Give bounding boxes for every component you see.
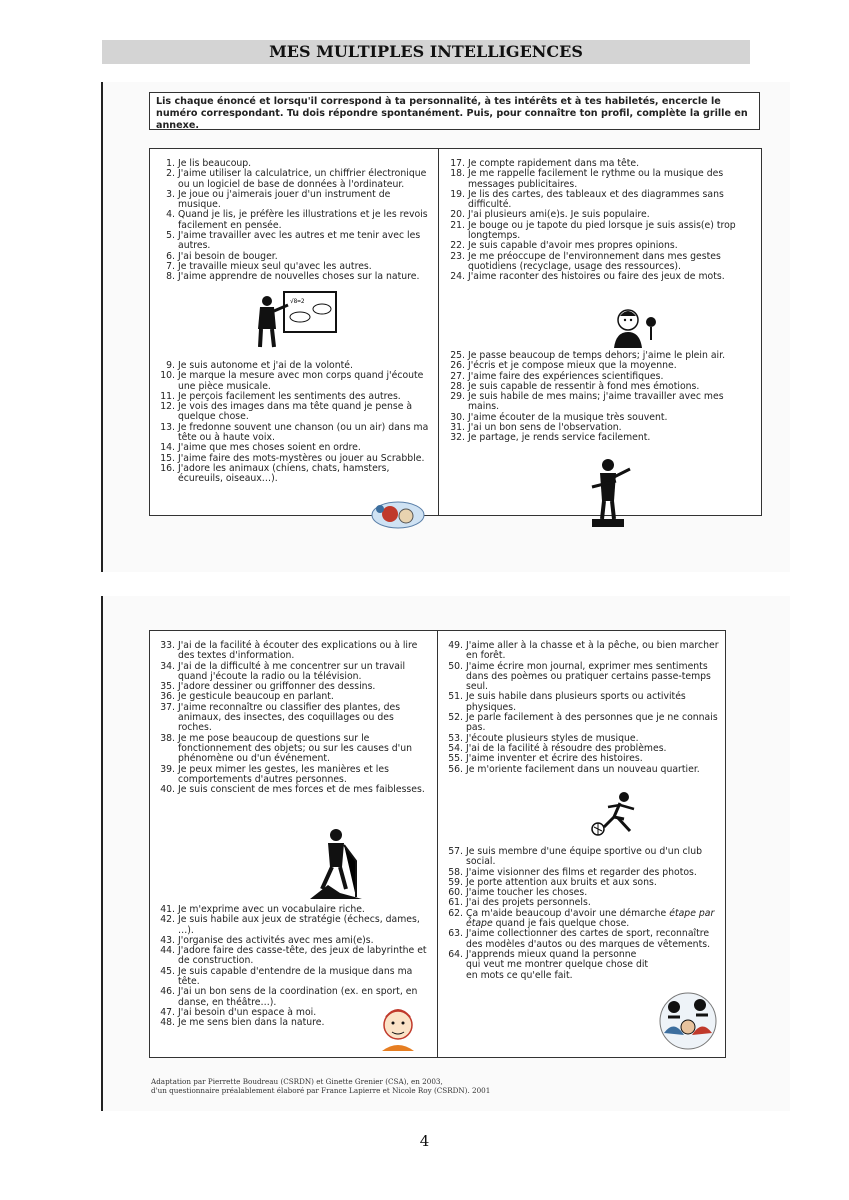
list-item: 59. Je porte attention aux bruits et aux sons. <box>448 876 657 888</box>
list-item: 3. Je joue ou j'aimerais jouer d'un instrument de musique. <box>166 188 391 211</box>
svg-text:√8=2: √8=2 <box>290 298 305 305</box>
list-item: 24. J'aime raconter des histoires ou faire des jeux de mots. <box>450 271 725 283</box>
list-item: 43. J'organise des activités avec mes ami(e)s. <box>160 934 374 946</box>
list-item: 48. Je me sens bien dans la nature. <box>160 1017 325 1029</box>
man-at-chalkboard-illustration <box>250 289 340 349</box>
list-item: 33. J'ai de la facilité à écouter des explications ou à lire des textes d'information. <box>160 640 418 662</box>
list-item: 35. J'adore dessiner ou griffonner des dessins. <box>160 681 376 693</box>
list-item: 53. J'écoute plusieurs styles de musique. <box>448 732 639 744</box>
hiker-silhouette-illustration <box>308 827 364 901</box>
list-item: 6. J'ai besoin de bouger. <box>166 250 278 262</box>
list-item: 62. Ça m'aide beaucoup d'avoir une démarche étape par étape quand je fais quelque chose. <box>448 907 715 930</box>
list-item: 32. Je partage, je rends service facilement. <box>450 432 651 444</box>
list-item: 50. J'aime écrire mon journal, exprimer mes sentiments dans des poèmes ou pratiquer certains passe-temps seul. <box>448 660 711 693</box>
list-item: 47. J'ai besoin d'un espace à moi. <box>160 1006 317 1018</box>
list-item: 58. J'aime visionner des films et regarder des photos. <box>448 866 697 878</box>
list-item: 13. Je fredonne souvent une chanson (ou un air) dans ma tête ou à haute voix. <box>160 421 429 444</box>
statements-grid-2 <box>149 630 726 1058</box>
list-item: 14. J'aime que mes choses soient en ordre. <box>160 442 361 454</box>
list-item: 38. Je me pose beaucoup de questions sur le fonctionnement des objets; ou sur les causes d'un phénomène ou d'un événement. <box>160 732 412 765</box>
list-item: 25. Je passe beaucoup de temps dehors; j'aime le plein air. <box>450 350 726 361</box>
source-credit-line-2: d'un questionnaire préalablement élaboré par France Lapierre et Nicole Roy (CSRDN). 2001 <box>151 1086 491 1095</box>
statements-57-64 <box>446 847 719 981</box>
list-item: 22. Je suis capable d'avoir mes propres opinions. <box>450 240 678 252</box>
list-item: 54. J'ai de la facilité à résoudre des problèmes. <box>448 742 667 754</box>
list-item: 18. Je me rappelle facilement le rythme ou la musique des messages publicitaires. <box>450 168 724 190</box>
list-item: 40. Je suis conscient de mes forces et de mes faiblesses. <box>160 784 425 796</box>
list-item: 31. J'ai un bon sens de l'observation. <box>450 422 622 434</box>
list-item: 19. Je lis des cartes, des tableaux et des diagrammes sans difficulté. <box>450 188 724 211</box>
statements-33-40 <box>158 641 430 795</box>
list-item: 37. J'aime reconnaître ou classifier des plantes, des animaux, des insectes, des coquillages ou des roches. <box>160 701 401 734</box>
list-item: 7. Je travaille mieux seul qu'avec les autres. <box>166 260 372 272</box>
column-divider <box>438 149 439 515</box>
list-item: 16. J'adore les animaux (chiens, chats, hamsters, écureuils, oiseaux…). <box>160 462 390 485</box>
list-item: 39. Je peux mimer les gestes, les manières et les comportements d'autres personnes. <box>160 763 389 785</box>
pets-illustration <box>368 497 432 531</box>
source-credit-line-1: Adaptation par Pierrette Boudreau (CSRDN) et Ginette Grenier (CSA), en 2003, <box>151 1077 443 1086</box>
list-item: 21. Je bouge ou je tapote du pied lorsque je suis assis(e) trop longtemps. <box>450 219 736 242</box>
page-title: MES MULTIPLES INTELLIGENCES <box>102 40 750 64</box>
list-item: 2. J'aime utiliser la calculatrice, un chiffrier électronique ou un logiciel de base de données à l'ordinateur. <box>166 168 427 190</box>
list-item: 36. Je gesticule beaucoup en parlant. <box>160 691 334 703</box>
list-item: 34. J'ai de la difficulté à me concentrer sur un travail quand j'écoute la radio ou la télévision. <box>160 660 406 682</box>
scanned-page-top <box>101 82 790 572</box>
list-item: 42. Je suis habile aux jeux de stratégie (échecs, dames, …). <box>160 914 420 936</box>
violinist-silhouette-illustration <box>578 457 638 529</box>
statements-49-56 <box>446 641 719 775</box>
list-item: 63. J'aime collectionner des cartes de sport, reconnaître des modèles d'autos ou des marques de vêtements. <box>448 928 711 950</box>
column-divider <box>437 631 438 1057</box>
statements-9-16 <box>158 361 430 485</box>
list-item: 11. Je perçois facilement les sentiments des autres. <box>160 390 401 402</box>
list-item: 52. Je parle facilement à des personnes que je ne connais pas. <box>448 712 718 734</box>
list-item: 28. Je suis capable de ressentir à fond mes émotions. <box>450 380 700 392</box>
list-item: 55. J'aime inventer et écrire des histoires. <box>448 753 643 765</box>
list-item: 20. J'ai plusieurs ami(e)s. Je suis populaire. <box>450 209 650 221</box>
list-item: 45. Je suis capable d'entendre de la musique dans ma tête. <box>160 965 413 988</box>
list-item: 10. Je marque la mesure avec mon corps quand j'écoute une pièce musicale. <box>160 370 424 392</box>
speaker-with-microphone-illustration <box>606 304 662 348</box>
page-number: 4 <box>419 1132 430 1150</box>
list-item: 9. Je suis autonome et j'ai de la volonté. <box>166 360 353 371</box>
list-item: 41. Je m'exprime avec un vocabulaire riche. <box>160 904 365 915</box>
list-item: 17. Je compte rapidement dans ma tête. <box>450 158 640 169</box>
list-item: 64. J'apprends mieux quand la personne qui veut me montrer quelque chose dit en mots ce qu'elle fait. <box>448 948 649 981</box>
statements-25-32 <box>448 351 755 444</box>
thinking-person-illustration <box>374 1003 422 1051</box>
list-item: 12. Je vois des images dans ma tête quand je pense à quelque chose. <box>160 401 413 423</box>
list-item: 4. Quand je lis, je préfère les illustrations et je les revois facilement en pensée. <box>166 209 428 231</box>
runner-with-ball-illustration <box>590 791 646 837</box>
list-item: 60. J'aime toucher les choses. <box>448 887 588 899</box>
list-item: 56. Je m'oriente facilement dans un nouveau quartier. <box>448 763 700 775</box>
list-item: 51. Je suis habile dans plusieurs sports ou activités physiques. <box>448 691 686 713</box>
list-item: 1. Je lis beaucoup. <box>166 158 252 169</box>
statements-1-8 <box>158 159 430 283</box>
list-item: 15. J'aime faire des mots-mystères ou jouer au Scrabble. <box>160 452 425 464</box>
instructions-box <box>149 92 760 130</box>
list-item: 46. J'ai un bon sens de la coordination (ex. en sport, en danse, en théâtre…). <box>160 986 418 1008</box>
list-item: 49. J'aime aller à la chasse et à la pêche, ou bien marcher en forêt. <box>448 640 719 662</box>
list-item: 29. Je suis habile de mes mains; j'aime travailler avec mes mains. <box>450 391 724 413</box>
instructions-text: Lis chaque énoncé et lorsqu'il correspond à ta personnalité, à tes intérêts et à tes habiletés, encercle le numéro correspondant. Tu dois répondre spontanément. Puis, pour connaître ton profil, complète la grille en annexe. <box>156 96 748 131</box>
list-item: 26. J'écris et je compose mieux que la moyenne. <box>450 360 677 372</box>
statements-17-24 <box>448 159 755 283</box>
list-item: 27. J'aime faire des expériences scientifiques. <box>450 370 664 382</box>
list-item: 61. J'ai des projets personnels. <box>448 897 591 909</box>
list-item: 30. J'aime écouter de la musique très souvent. <box>450 411 668 423</box>
scanned-page-bottom <box>101 596 790 1111</box>
source-credit <box>151 1077 490 1095</box>
statements-grid-1 <box>149 148 762 516</box>
list-item: 23. Je me préoccupe de l'environnement dans mes gestes quotidiens (recyclage, usage des ressources). <box>450 250 721 272</box>
list-item: 44. J'adore faire des casse-tête, des jeux de labyrinthe et de construction. <box>160 945 427 967</box>
list-item: 57. Je suis membre d'une équipe sportive ou d'un club social. <box>448 846 703 868</box>
list-item: 8. J'aime apprendre de nouvelles choses sur la nature. <box>166 271 420 283</box>
group-of-people-illustration <box>654 987 722 1053</box>
list-item: 5. J'aime travailler avec les autres et me tenir avec les autres. <box>166 230 421 252</box>
